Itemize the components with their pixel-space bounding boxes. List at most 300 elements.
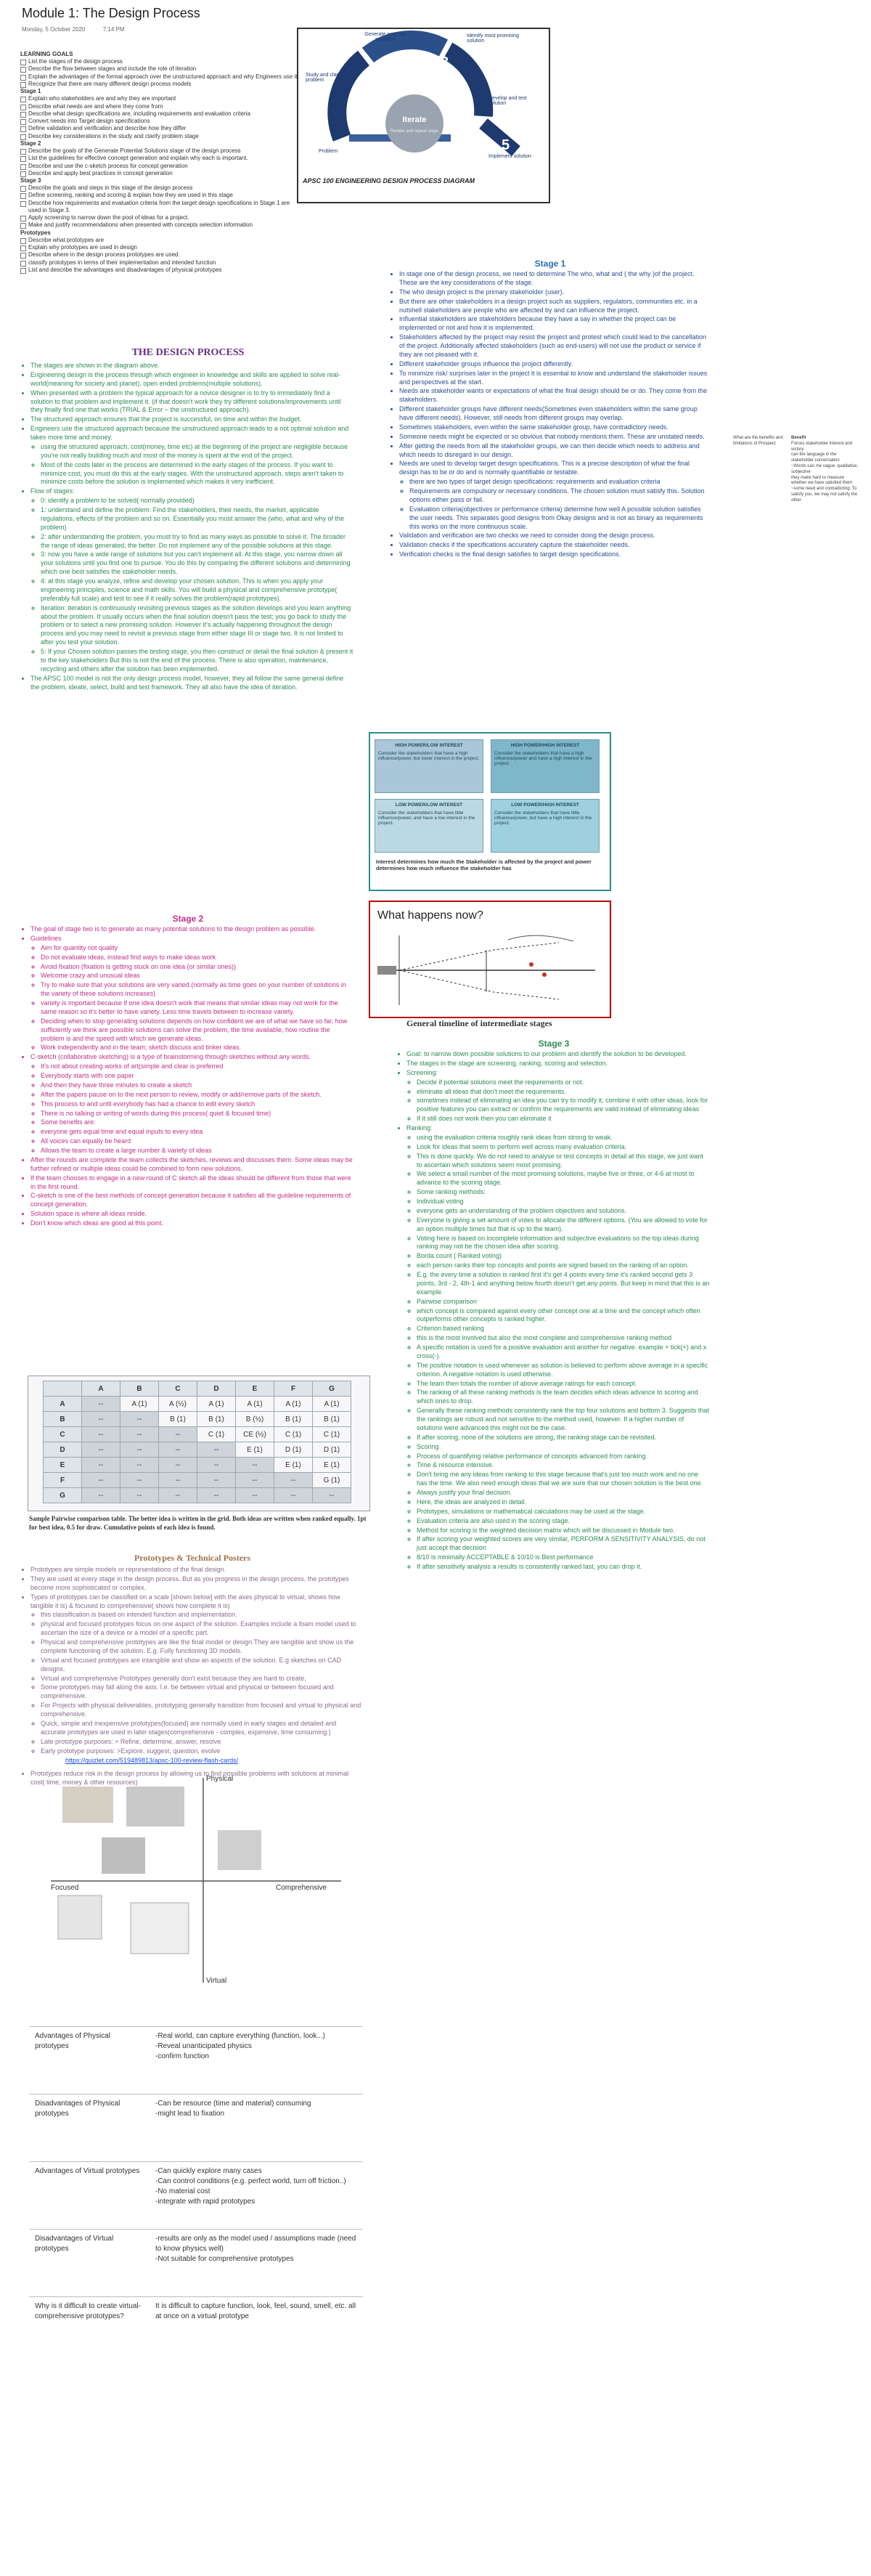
pairwise-cell: D (1) [313, 1442, 351, 1458]
diagram-iterate-label: Iterate [402, 115, 427, 124]
list-item: • Don't know which ideas are good at this point. [30, 1219, 354, 1228]
learning-goal-item [20, 177, 303, 184]
stakeholder-grid-caption: Interest determines how much the Stakeholder is affected by the project and power determines how much influence the stakeholder has [376, 858, 592, 872]
page-date-line [22, 26, 125, 33]
pairwise-cell: -- [120, 1427, 159, 1442]
pairwise-cell: -- [120, 1412, 159, 1427]
list-item: ◦ E.g. the every time a solution is ranked first it's get 4 points every time it's ranked second gets 3 points, 3rd - 2, 4th-1 and anything below fourth doesn't get any points. But keep in mind that this is an example. [417, 1271, 710, 1297]
list-item: ◦ using the evaluation criteria roughly rank ideas from strong to weak. [417, 1134, 710, 1142]
learning-goal-item [20, 95, 303, 102]
pairwise-cell: B (1) [159, 1412, 197, 1427]
list-item: • Different stakeholder groups influence the project differently. [399, 360, 710, 369]
prototype-photo-2 [126, 1787, 184, 1827]
timeline-point-a [529, 962, 533, 967]
comparison-line: -integrate with rapid prototypes [155, 2198, 255, 2206]
list-item: ◦ Aim for quantity not quality [41, 944, 354, 953]
learning-goal-text: Describe what needs are and where they come from [28, 102, 163, 110]
learning-goal-text: Explain why prototypes are used in design [28, 244, 137, 251]
stage2-list [22, 925, 354, 1228]
list-item: ◦ which concept is compared against every other concept one at a time and the concept which often outperforms other concepts is ranked higher. [417, 1307, 710, 1325]
list-item: ◦ The team then totals the number of above average ratings for each concept. [417, 1380, 710, 1389]
pairwise-col-header [44, 1381, 82, 1397]
comparison-line: -Real world, can capture everything (function, look...) [155, 2032, 325, 2040]
pairwise-cell: E (1) [236, 1442, 274, 1458]
pairwise-cell: -- [274, 1488, 313, 1503]
quadrant-text: Consider the stakeholders that have a high influence/power, but lower interest in the project. [378, 751, 480, 761]
comparison-line: -might lead to fixation [155, 2110, 225, 2118]
list-item: ◦ Early prototype purposes: >Explore, suggest, question, evolve [41, 1747, 363, 1756]
diagram-step-3-number: 3 [441, 54, 449, 70]
timeline-sketch [377, 928, 601, 1012]
pairwise-cell: -- [82, 1442, 120, 1458]
comparison-label: Why is it difficult to create virtual-comprehensive prototypes? [29, 2297, 150, 2365]
list-item: ◦ Criterion based ranking [417, 1325, 710, 1333]
checkbox-icon[interactable] [20, 82, 26, 88]
list-item: • Stakeholders affected by the project may resist the project and protest which could lead to the cancellation of the project. Additionally affected stakeholders (such as end-users) will not use the product or service if they are not pleased with it. [399, 333, 710, 359]
learning-goal-text: List and describe the advantages and disadvantages of physical prototypes [28, 266, 222, 273]
learning-goals [20, 51, 303, 274]
diagram-step-5-label: Implement solution [488, 154, 531, 159]
checkbox-icon[interactable] [20, 216, 26, 222]
diagram-iterate-sub: Review and repeat steps [390, 129, 439, 134]
learning-goal-item [20, 170, 303, 177]
learning-goal-item [20, 73, 303, 81]
comparison-row [29, 2297, 363, 2365]
pairwise-row [44, 1397, 351, 1412]
aside-benefit-lines [791, 442, 860, 504]
list-item: ◦ Late prototype purposes: > Refine, determine, answer, resolve [41, 1738, 363, 1747]
list-item: • They are used at every stage in the design process. But as you progress in the design process, the prototypes become more sophisticated or complex. [30, 1575, 363, 1593]
learning-goal-item [20, 200, 303, 214]
list-item: ◦ If after scoring, none of the solutions are strong, the ranking stage can be revisited. [417, 1434, 710, 1442]
pairwise-cell: -- [159, 1427, 197, 1442]
list-item: ◦ Iteration: iteration is continuously revisiting previous stages as the solution develops and you learn anything about the problem. It usually occurs when the final solution doesn't pass the test; you go back to study the problem or to select a new promising solution. However it's actually happening throughout the design process and you may need to revisit a previous stage from either stage III or stage two. It is not limited to after you test your solution. [41, 604, 354, 647]
list-item: ◦ Everyone is giving a set amount of votes to allocate the different options. (You are allowed to vote for an option multiple times but that is up to the team). [417, 1216, 710, 1234]
comparison-content [150, 2297, 363, 2365]
pairwise-row [44, 1488, 351, 1503]
pairwise-cell: -- [197, 1473, 236, 1488]
list-item: ◦ Deciding when to stop generating solutions depends on how confident we are of what we have so far, how sufficiently we think are possible solutions can solve the problem, the time available, how routine the problem is and the speed with which we generate ideas. [41, 1017, 354, 1044]
learning-goal-item [20, 184, 303, 192]
list-item: ◦ Individual voting [417, 1198, 710, 1206]
list-item: • Solution space is where all ideas reside. [30, 1210, 354, 1219]
checkbox-icon[interactable] [20, 112, 26, 118]
list-item: • Goal: to narrow down possible solutions to our problem and identify the solution to be developed. [406, 1050, 710, 1059]
list-item: ◦ Quick, simple and inexpensive prototypes(focused) are normally used in early stages and detailed and accurate prototypes are used in later stages(comprehensive - complex, expensive, time consuming.) [41, 1720, 363, 1737]
learning-goal-item [20, 244, 303, 251]
pairwise-table [43, 1381, 351, 1503]
learning-goal-item [20, 133, 303, 140]
learning-goal-item [20, 118, 303, 125]
pairwise-row [44, 1473, 351, 1488]
list-item: ◦ After the papers pause on to the next person to review, modify or add/remove parts of the sketch. [41, 1091, 354, 1100]
list-item: ◦ Here, the ideas are analyzed in detail. [417, 1498, 710, 1507]
pairwise-cell: B (½) [236, 1412, 274, 1427]
list-item: • Needs are used to develop target design specifications. This is a precise description of what the final design has to be or do and is normally quantifiable or testable. [399, 460, 710, 477]
quadrant-title: HIGH POWER/HIGH INTEREST [510, 743, 580, 748]
list-item: ◦ 2: after understanding the problem, you must try to find as many ways as possible to solve it. The broader the range of ideas generated, the better. Do not implement any of the possible solutions at this stage. [41, 533, 354, 550]
list-item: ◦ Process of quantifying relative performance of concepts advanced from ranking. [417, 1452, 710, 1461]
pairwise-cell: A (1) [197, 1397, 236, 1412]
checkbox-icon[interactable] [20, 238, 26, 244]
list-item: • Someone needs might be expected or so obvious that nobody mentions them. These are unstated needs. [399, 433, 710, 442]
diagram-arc-2 [368, 40, 443, 55]
learning-goal-item [20, 110, 303, 118]
timeline-upper-line [399, 943, 559, 970]
checkbox-icon[interactable] [20, 164, 26, 170]
checkbox-icon[interactable] [20, 245, 26, 251]
comparison-content [150, 2027, 363, 2094]
comparison-label: Disadvantages of Virtual prototypes [29, 2230, 150, 2297]
list-item: • If the team chooses to engage in a new round of C sketch all the ideas should be different from those that were in the first round. [30, 1174, 354, 1192]
pairwise-cell: A (½) [159, 1397, 197, 1412]
learning-goal-item [20, 229, 303, 237]
checkbox-icon[interactable] [20, 126, 26, 132]
list-item: ◦ eliminate all ideas that don't meet the requirements. [417, 1088, 710, 1097]
list-item: • The goal of stage two is to generate as many potential solutions to the design problem as possible. [30, 925, 354, 934]
learning-goal-item [20, 192, 303, 199]
pairwise-cell: -- [82, 1427, 120, 1442]
pairwise-cell: CE (½) [236, 1427, 274, 1442]
list-item: ◦ A specific notation is used for a positive evaluation and another for negative. example + tick(+) and x cross(-). [417, 1344, 710, 1361]
list-item: ◦ Avoid fixation (fixation is getting stuck on one idea (or similar ones)) [41, 963, 354, 972]
page-time: 7:14 PM [102, 26, 125, 33]
pairwise-col-header: B [120, 1381, 159, 1397]
list-item: ◦ Voting here is based on incomplete information and subjective evaluations so the top ideas during ranking may not be the chosen idea after scoring. [417, 1235, 710, 1252]
learning-goals-heading: LEARNING GOALS [20, 51, 73, 57]
diagram-step-1-label: Study and clarify problem [306, 73, 343, 83]
list-item: ◦ Allows the team to create a large number & variety of ideas [41, 1147, 354, 1155]
prototypes-tail: • Prototypes reduce risk in the design process by allowing us to find possible problems with solutions at minimal cost( time, money & other resources) [30, 1770, 363, 1787]
learning-goal-text: Describe how requirements and evaluation criteria from the target design specifications in Stage 1 are used in Stage 3. [28, 199, 290, 214]
checkbox-icon[interactable] [20, 201, 26, 207]
learning-goal-item [20, 251, 303, 259]
diagram-step-3-label: Identify most promising solution [467, 33, 519, 44]
timeline-lower-line [399, 970, 559, 999]
checkbox-icon[interactable] [20, 261, 26, 267]
checkbox-icon[interactable] [20, 193, 26, 199]
list-item: • Guidelines [30, 935, 354, 943]
pairwise-col-header: E [236, 1381, 274, 1397]
checkbox-icon[interactable] [20, 156, 26, 162]
list-item: ◦ using the structured approach, cost(money, time etc) at the beginning of the project are negligible because you're not really building much and most of the money is spent at the end of the project. [41, 443, 354, 460]
axis-left-label: Focused [51, 1884, 79, 1892]
list-item: ◦ Virtual and comprehensive Prototypes generally don't exist because they are hard to create. [41, 1675, 363, 1683]
learning-goal-text: Describe the goals and steps in this stage of the design process [28, 184, 193, 192]
list-item: • Screening: [406, 1069, 710, 1078]
stakeholder-grid-box [369, 732, 611, 891]
comparison-row [29, 2230, 363, 2297]
axis-right-label: Comprehensive [276, 1884, 327, 1892]
learning-goal-text: Define validation and verification and describe how they differ [28, 125, 187, 132]
pairwise-cell: E [44, 1458, 82, 1473]
list-item: • C-sketch is one of the best methods of concept generation because it satisfies all the guideline requirements of concept generation. [30, 1192, 354, 1209]
comparison-row [29, 2094, 363, 2162]
list-item: ◦ Always justify your final decision. [417, 1489, 710, 1498]
list-item: ◦ Everybody starts with one paper [41, 1072, 354, 1081]
pairwise-cell: D [44, 1442, 82, 1458]
pairwise-cell: -- [197, 1488, 236, 1503]
quadrant-title: LOW POWER/LOW INTEREST [395, 803, 463, 808]
learning-goal-text: List the stages of the design process [28, 58, 123, 65]
quadrant-text: Consider the stakeholders that have little influence/power, and have a low interest in the project. [378, 810, 475, 826]
list-item: ◦ Virtual and focused prototypes are intangible and show an aspects of the solution. E.g sketches on CAD designs. [41, 1657, 363, 1674]
list-item: ◦ This process to and until everybody has had a chance to edit every sketch [41, 1100, 354, 1109]
list-item: • After the rounds are complete the team collects the sketches, reviews and discusses them. Some ideas may be further refined or multiple ideas could be combined to form new solutions. [30, 1156, 354, 1174]
checkbox-icon[interactable] [20, 186, 26, 192]
checkbox-icon[interactable] [20, 134, 26, 140]
diagram-step-2-number: 2 [391, 54, 400, 70]
quadrant-text: Consider the stakeholders that have little influence/power, but have a high interest in the project. [494, 810, 592, 826]
diagram-caption: APSC 100 ENGINEERING DESIGN PROCESS DIAGRAM [303, 177, 475, 184]
stage1-heading: Stage 1 [534, 259, 566, 269]
comparison-content [150, 2094, 363, 2162]
learning-goal-text: Describe where in the design process prototypes are used. [28, 251, 180, 259]
list-item: • Engineering design is the process through which engineer in knowledge and skills are applied to solve real-world(meaning for society and planet), open ended problems(multiple solutions). [30, 371, 354, 389]
learning-goal-item [20, 65, 303, 73]
pairwise-cell: -- [274, 1473, 313, 1488]
learning-goal-text: Stage 3 [20, 176, 41, 184]
list-item: ◦ Physical and comprehensive prototypes are like the final model or design.They are tangible and show us the complete functioning of the solution. E.g. Fully functioning 3D models. [41, 1638, 363, 1656]
prototype-sketch-1 [58, 1896, 102, 1939]
list-item: ◦ variety is important because if one idea doesn't work that means that similar ideas may not work for the same reason so it's better to have variety. Less time travels between to increase variety. [41, 999, 354, 1017]
stage2-section [22, 914, 354, 1229]
checkbox-icon[interactable] [20, 75, 26, 81]
list-item: ◦ Look for ideas that seem to perform well across many evaluation criteria. [417, 1143, 710, 1152]
pairwise-cell: -- [236, 1473, 274, 1488]
comparison-line: -results are only as the model used / assumptions made (need to know physics well) [155, 2235, 356, 2253]
pairwise-cell: -- [120, 1473, 159, 1488]
list-item: ◦ Some prototypes may fall along the axis. I.e. be between virtual and physical or between focused and comprehensive. [41, 1683, 363, 1701]
page-title: Module 1: The Design Process [22, 6, 200, 20]
stakeholder-grid [375, 739, 604, 856]
list-item: • Sometimes stakeholders, even within the same stakeholder group, have contradictory needs. [399, 423, 710, 432]
comparison-line: -Not suitable for comprehensive prototypes [155, 2255, 294, 2263]
learning-goal-text: Make and justify recommendations when presented with concepts selection information [28, 222, 253, 229]
list-item: ◦ there are two types of target design specifications: requirements and evaluation criteria [409, 478, 710, 487]
learning-goal-text: Describe the goals of the Generate Potential Solutions stage of the design process [28, 147, 241, 155]
checkbox-icon[interactable] [20, 67, 26, 73]
comparison-label: Disadvantages of Physical prototypes [29, 2094, 150, 2162]
pairwise-cell: E (1) [313, 1458, 351, 1473]
prototypes-list [22, 1566, 363, 1755]
list-item: ◦ Do not evaluate ideas, instead find ways to make ideas work [41, 954, 354, 962]
prototype-comparison-table [29, 2026, 363, 2364]
list-item: ◦ sometimes instead of eliminating an idea you can try to modify it, combine it with other ideas, look for positive features you can extract or confirm the requirements are valid instead of eliminating ideas [417, 1097, 710, 1114]
comparison-line: -confirm function [155, 2052, 209, 2060]
checkbox-icon[interactable] [20, 253, 26, 259]
learning-goal-text: Define screening, ranking and scoring & explain how they are used in this stage [28, 192, 233, 199]
list-item: ◦ There is no talking or writing of words during this process( quiet & focused time) [41, 1110, 354, 1118]
comparison-line: It is difficult to capture function, look, feel, sound, smell, etc. all at once on a virtual prototype [155, 2302, 356, 2320]
prototype-axis [51, 1772, 341, 1990]
list-item: ◦ Welcome crazy and unusual ideas [41, 972, 354, 980]
pairwise-cell: E (1) [274, 1458, 313, 1473]
list-item: • But there are other stakeholders in a design project such as suppliers, regulators, communities etc. in a nutshell stakeholders are people who are affected by and can influence the project. [399, 298, 710, 315]
list-item: ◦ Borda count ( Ranked voting) [417, 1252, 710, 1261]
list-item: ◦ If it still does not work then you can eliminate it [417, 1115, 710, 1124]
diagram-step-4-label: Develop and test solution [488, 96, 527, 106]
comparison-line: -Can be resource (time and material) consuming [155, 2100, 311, 2108]
checkbox-icon[interactable] [20, 97, 26, 102]
pairwise-cell: B (1) [197, 1412, 236, 1427]
checkbox-icon[interactable] [20, 119, 26, 125]
diagram-arc-5 [483, 123, 516, 151]
pairwise-cell: -- [120, 1442, 159, 1458]
list-item: • Influential stakeholders are stakeholders because they have a say in whether the project can be implemented or not and how it is implemented. [399, 315, 710, 333]
pairwise-col-header: F [274, 1381, 313, 1397]
list-item: ◦ And then they have three minutes to create a sketch [41, 1081, 354, 1090]
list-item: ◦ Prototypes, simulations or mathematical calculations may be used at the stage. [417, 1508, 710, 1516]
pairwise-cell: A (1) [120, 1397, 159, 1412]
prototype-photo-3 [102, 1837, 145, 1874]
pairwise-row [44, 1458, 351, 1473]
list-item: ◦ Work independently and in the team; sketch discuss and tinker ideas. [41, 1044, 354, 1052]
list-item: ◦ 4: at this stage you analyze, refine and develop your chosen solution. This is when you apply your engineering principles, science and math skills. You will build a physical and comprehensive prototype( preferably full scale) and test to see if it really solves the problem(rapid prototypes). [41, 577, 354, 604]
stage3-heading: Stage 3 [538, 1039, 570, 1049]
pairwise-cell: -- [82, 1458, 120, 1473]
checkbox-icon[interactable] [20, 223, 26, 229]
learning-goal-text: Convert needs into Target design specifications [28, 118, 150, 125]
list-item: • Needs are stakeholder wants or expectations of what the final design should be or do. They come from the stakeholders. [399, 387, 710, 405]
list-item: ◦ This is done quickly. We do not need to analyse or test concepts in detail at this stage, we just want to ascertain which solutions seem most promising. [417, 1153, 710, 1170]
list-item: ◦ 0: identify a problem to be solved( normally provided) [41, 497, 354, 505]
learning-goal-text: List the guidelines for effective concept generation and explain why each is important. [28, 155, 248, 162]
list-item: • The stages in the stage are screening, ranking, scoring and selection. [406, 1060, 710, 1068]
list-item: • Validation checks if the specifications accurately capture the stakeholder needs. [399, 541, 710, 550]
quizlet-link[interactable]: https://quizlet.com/519489813/apsc-100-review-flash-cards/ [65, 1757, 239, 1765]
list-item: • After getting the needs from all the stakeholder groups, we can then decide which needs to address and which needs to disregard in our design. [399, 442, 710, 460]
pairwise-cell: -- [159, 1458, 197, 1473]
list-item: ◦ 3: now you have a wide range of solutions but you can't implement all. At this stage, you narrow down all your solutions until you find one to pursue. You do this by comparing the different solutions and determining which one best satisfies the stakeholder needs. [41, 550, 354, 577]
list-item: ◦ everyone gets equal time and equal inputs to every idea [41, 1128, 354, 1137]
list-item: • The structured approach ensures that the project is successful, on time and within the budget. [30, 415, 354, 424]
pairwise-cell: -- [82, 1412, 120, 1427]
learning-goal-item [20, 267, 303, 274]
learning-goal-text: Explain the advantages of the formal approach over the unstructured approach and why Engineers use it [28, 73, 298, 80]
design-process-section [22, 347, 354, 692]
quadrant-title: LOW POWER/HIGH INTEREST [511, 803, 579, 808]
learning-goal-item [20, 147, 303, 155]
axis-bottom-label: Virtual [206, 1977, 227, 1985]
list-item: • The APSC 100 model is not the only design process model, however, they all follow the same general define the problem, ideate, select, build and test framework. They all also have the idea of iteration. [30, 675, 354, 692]
learning-goal-text: Describe and use the c-sketch process for concept generation [28, 162, 188, 169]
list-item: • Prototypes are simple models or representations of the final design. [30, 1566, 363, 1575]
aside-line: they make hard to measure whether we have satisfied them [791, 475, 853, 486]
list-item: ◦ Most of the costs later in the process are determined in the early stages of the process. If you want to minimize cost, you must do this at the early stages. With the unstructured approach, steps aren't taken to minimize costs before the solution is implemented which makes it very inefficient. [41, 461, 354, 487]
checkbox-icon[interactable] [20, 149, 26, 155]
pairwise-cell: B (1) [274, 1412, 313, 1427]
learning-goal-item [20, 140, 303, 147]
list-item: • Verification checks is the final design satisfies to target design specifications. [399, 550, 710, 559]
learning-goal-text: classify prototypes in terms of their implementation and intended function [28, 259, 216, 266]
list-item: ◦ Time & resource intensive. [417, 1461, 710, 1470]
learning-goal-text: Stage 1 [20, 88, 41, 95]
learning-goal-text: Stage 2 [20, 139, 41, 147]
pairwise-cell: B (1) [313, 1412, 351, 1427]
learning-goal-text: Describe the flow between stages and include the role of iteration [28, 65, 197, 73]
pairwise-cell: D (1) [274, 1442, 313, 1458]
list-item: • Engineers use the structured approach because the unstructured approach leads to a not optimal solution and takes more time and money. [30, 425, 354, 442]
pairwise-cell: -- [82, 1488, 120, 1503]
list-item: ◦ Requirements are compulsory or necessary conditions. The chosen solution must satisfy this. Solution options either pass or fail. [409, 487, 710, 505]
list-item: ◦ Some ranking methods: [417, 1188, 710, 1197]
list-item: ◦ Method for scoring is the weighted decision matrix which will be discussed in Module two. [417, 1527, 710, 1535]
list-item: ◦ Some benefits are: [41, 1118, 354, 1127]
list-item: • Validation and verification are two checks we need to consider doing the design process. [399, 532, 710, 540]
list-item: ◦ Scoring [417, 1443, 710, 1452]
learning-goal-item [20, 125, 303, 132]
learning-goal-item [20, 81, 303, 88]
learning-goal-item [20, 222, 303, 229]
aside-line: Forces stakeholder interest and victory [791, 441, 853, 452]
pairwise-col-header: C [159, 1381, 197, 1397]
list-item: • In stage one of the design process, we need to determine The who, what and ( the why )of the project. These are the key considerations of the stage. [399, 270, 710, 288]
list-item: ◦ Evaluation criteria(objectives or performance criteria) determine how well A possible solution satisfies the user needs. This separates good designs from Okay designs and is not as binary as requirements this works on the more continuous scale. [409, 505, 710, 532]
pairwise-cell: -- [197, 1458, 236, 1473]
list-item: ◦ For Projects with physical deliverables, prototyping generally transition from focused and virtual to physical and comprehensive. [41, 1702, 363, 1719]
list-item: • Different stakeholder groups have different needs(Sometimes even stakeholders within the same group have different needs). However, still needs from different groups may overlap. [399, 405, 710, 423]
pairwise-col-header: D [197, 1381, 236, 1397]
timeline-caption: General timeline of intermediate stages [406, 1018, 552, 1028]
stage1-section [390, 259, 710, 560]
comparison-content [150, 2230, 363, 2297]
timeline-title: What happens now? [377, 909, 483, 922]
learning-goal-item [20, 103, 303, 110]
list-item: ◦ Decide if potential solutions meet the requirements or not. [417, 1078, 710, 1087]
learning-goal-text: Describe and apply best practices in concept generation [28, 169, 173, 176]
pairwise-cell: C (1) [197, 1427, 236, 1442]
aside-benefit-heading: Benefit [791, 436, 806, 440]
list-item: • Flow of stages: [30, 487, 354, 496]
stage3-section [398, 1039, 710, 1572]
learning-goal-text: Describe what design specifications are, including requirements and evaluation criteria [28, 110, 250, 117]
pairwise-cell: -- [159, 1488, 197, 1503]
learning-goal-item [20, 58, 303, 65]
pairwise-cell: G (1) [313, 1473, 351, 1488]
pairwise-caption: Sample Pairwise comparison table. The better idea is written in the grid. Both ideas are written when ranked equally. 1pt for best idea, 0.5 for draw. Cumulative points of each idea is found. [29, 1515, 367, 1531]
comparison-line: -Can control conditions (e.g. perfect world, turn off friction..) [155, 2177, 346, 2185]
list-item: • Ranking: [406, 1124, 710, 1133]
list-item: ◦ The ranking of all these ranking methods is the team decides which ideas advance to scoring and which ones to drop. [417, 1389, 710, 1406]
aside-line: ~Words can me vague, qualitative, subjective [791, 463, 859, 474]
pairwise-box [28, 1376, 370, 1511]
timeline-scribble [508, 935, 573, 941]
checkbox-icon[interactable] [20, 268, 26, 274]
checkbox-icon[interactable] [20, 105, 26, 110]
aside-benefit [791, 436, 860, 504]
list-item: ◦ If after sensitivity analysis a results is consistently ranked last, you can drop it. [417, 1563, 710, 1572]
list-item: • To minimize risk/ surprises later in the project it is essential to know and understand the stakeholder issues and perspectives at the start. [399, 370, 710, 387]
learning-goal-text: Recognize that there are many different design process models [28, 80, 192, 87]
stakeholder-quadrant [375, 739, 483, 793]
checkbox-icon[interactable] [20, 171, 26, 177]
list-item: ◦ each person ranks their top concepts and points are signed based on the ranking of an option. [417, 1261, 710, 1270]
learning-goal-item [20, 155, 303, 162]
pairwise-cell: C (1) [274, 1427, 313, 1442]
pairwise-cell: B [44, 1412, 82, 1427]
list-item: ◦ We select a small number of the most promising solutions, maybe five or three, or 4-6 at most to advance to the scoring stage. [417, 1170, 710, 1187]
pairwise-cell: -- [236, 1488, 274, 1503]
checkbox-icon[interactable] [20, 60, 26, 65]
pairwise-row [44, 1442, 351, 1458]
design-process-heading: THE DESIGN PROCESS [131, 347, 245, 358]
list-item: • Types of prototypes can be classified on a scale [shown below] with the axes physical to virtual, shows how tangible it is) & focused to comprehensive( shows how complete it is) [30, 1593, 363, 1611]
list-item: ◦ Don't bring me any ideas from ranking to this stage because that's just too much work and no one has the time. We also need enough ideas that we are sure that our chosen solution is the best one. [417, 1471, 710, 1488]
list-item: ◦ physical and focused prototypes focus on one aspect of the solution. Examples include a foam model used to ascertain the size of a device or a model of a specific part. [41, 1620, 363, 1638]
list-item: • The stages are shown in the diagram above. [30, 362, 354, 370]
pairwise-cell: C [44, 1427, 82, 1442]
